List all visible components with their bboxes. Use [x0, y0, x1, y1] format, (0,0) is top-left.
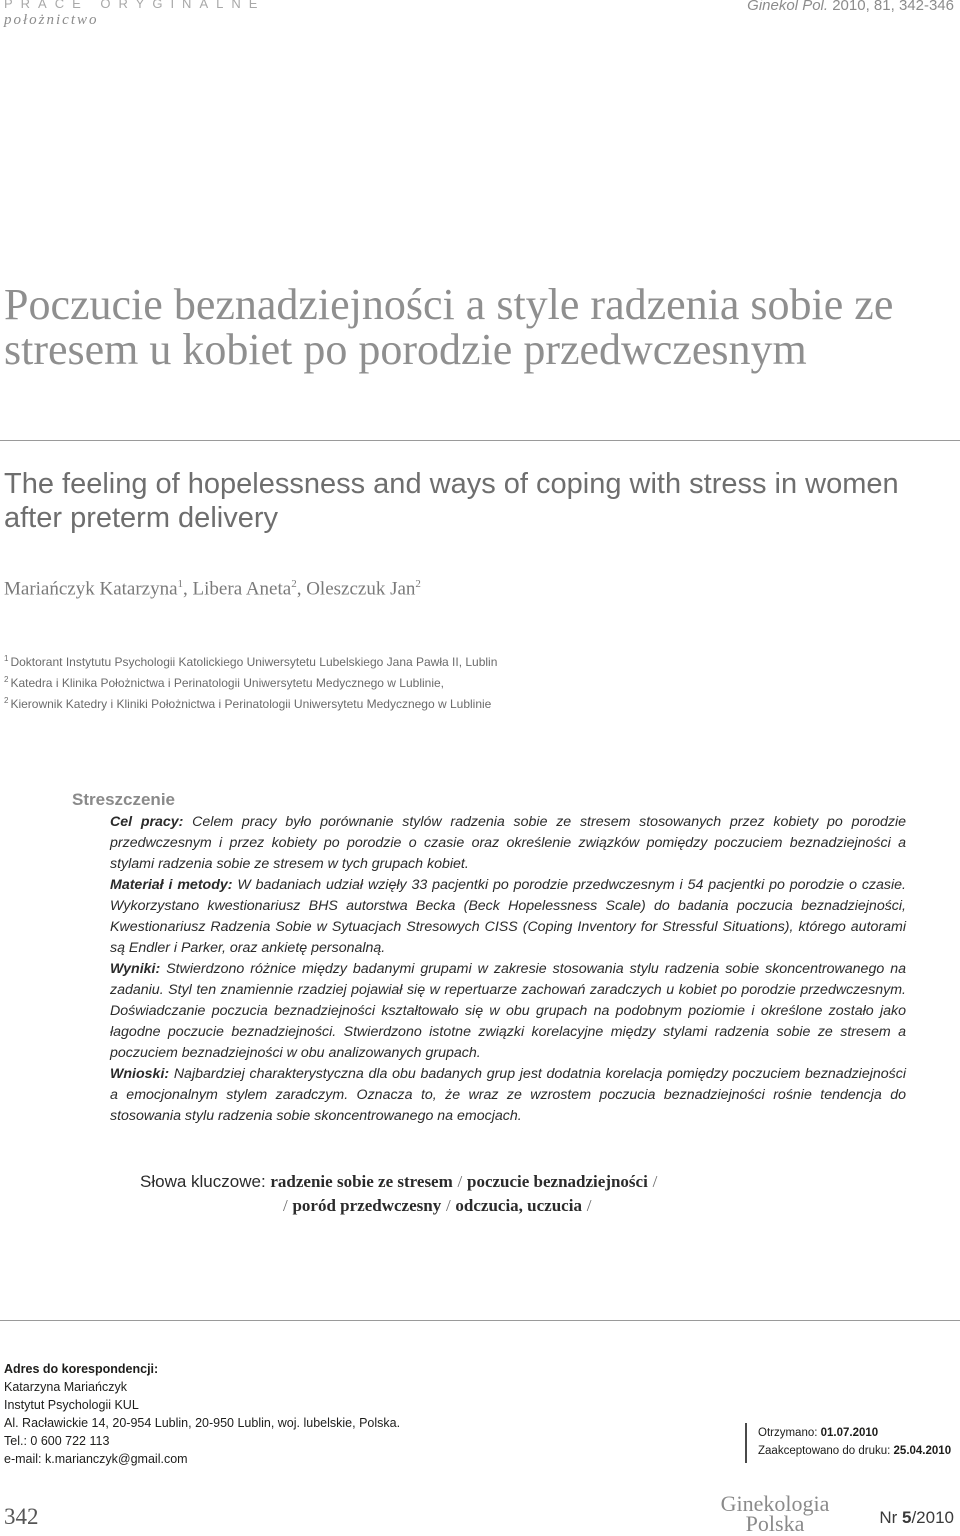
author-affil-number: 1 — [177, 578, 184, 590]
received-date: Otrzymano: 01.07.2010 — [758, 1427, 879, 1439]
keyword: poczucie beznadziejności — [466, 1172, 648, 1191]
affiliations — [4, 650, 954, 713]
affiliation-item: $^2$ Kierownik Katedry i Kliniki Położnictwa i Perinatologii Uniwersytetu Medycznego w Lublinie — [4, 696, 492, 711]
abstract-heading: Streszczenie — [72, 790, 175, 809]
accepted-date: Zaakceptowano do druku: 25.04.2010 — [758, 1445, 952, 1457]
author-affil-number: 2 — [415, 578, 421, 590]
correspondence-heading: Adres do korespondencji: — [4, 1362, 159, 1376]
affiliation-item: $^1$ Doktorant Instytutu Psychologii Katolickiego Uniwersytetu Lubelskiego Jana Pawła II, Lublin — [4, 654, 498, 669]
issue-number: Nr 5/2010 — [879, 1508, 954, 1527]
author-affil-number: 2 — [291, 578, 297, 590]
abstract-body — [110, 812, 906, 1127]
correspondence-email[interactable]: e-mail: k.marianczyk@gmail.com — [4, 1452, 188, 1466]
author-name: Mariańczyk Katarzyna — [4, 578, 178, 600]
abstract-section-conclusions: Wnioski: Najbardziej charakterystyczna dla obu badanych grup jest dodatnia korelacja pomiędzy poczuciem beznadziejności a emocjonalnym stylem zaradczym. Oznacza to, że wraz ze wzrostem poczucia beznadziejności rośnie tendencja do stosowania stylu radzenia sobie skoncentrowanego na emocjach. — [110, 1066, 906, 1124]
subsection-label: położnictwo — [4, 12, 99, 28]
keywords-label: Słowa kluczowe: — [140, 1172, 271, 1191]
abstract-section-methods: Materiał i metody: W badaniach udział wzięły 33 pacjentki po porodzie przedwczesnym i 54 pacjentki po porodzie o czasie. Wykorzystano kwestionariusz BHS autorstwa Becka (Beck Hopelessness Scale) do badania poczucia beznadziejności, Kwestionariusz Radzenia Sobie w Sytuacjach Stresowych CISS (Coping Inventory for Stressful Situations), którego autorami są Endler i Parker, oraz ankietę personalną. — [110, 877, 906, 956]
correspondence-line: Katarzyna Mariańczyk — [4, 1380, 127, 1394]
section-label: PRACE ORYGINALNE — [4, 0, 266, 11]
journal-citation — [747, 0, 954, 14]
article-dates — [758, 1424, 951, 1460]
citation-numbers: 2010, 81, 342-346 — [832, 0, 954, 14]
abstract-section-results: Wyniki: Stwierdzono różnice między badanymi grupami w zakresie stosowania stylu radzenia sobie skoncentrowanego na zadaniu. Styl ten znamiennie rzadziej pojawiał się w repertuarze zachowań zaradczych u kobiet po porodzie przedwczesnym. Doświadczanie poczucia beznadziejności kształtowało się w obu grupach na podobnym poziomie i określone zostało jako łagodne poczucie beznadziejności. Stwierdzono istotne związki korelacyjne między stylami radzenia sobie ze stresem a poczuciem beznadziejności w obu analizowanych grupach. — [110, 961, 906, 1061]
journal-logo: Ginekologia Polska — [720, 1491, 830, 1536]
title-english: The feeling of hopelessness and ways of coping with stress in women after preterm delivery — [4, 468, 899, 534]
keyword: radzenie sobie ze stresem — [270, 1172, 453, 1191]
journal-abbr: Ginekol Pol. — [747, 0, 829, 14]
correspondence-line: Al. Racławickie 14, 20-954 Lublin, 20-950 Lublin, woj. lubelskie, Polska. — [4, 1416, 401, 1430]
dates-divider — [745, 1423, 747, 1463]
keywords: Słowa kluczowe: radzenie sobie ze stresem / poczucie beznadziejności / / poród przedwczesny / odczucia, uczucia / — [140, 1172, 658, 1215]
correspondence-address — [4, 1360, 504, 1468]
abstract-section-aim: Cel pracy: Celem pracy było porównanie stylów radzenia sobie ze stresem stosowanych przez kobiety po porodzie przedwczesnym i przez kobiety po porodzie o czasie oraz określenie związków pomiędzy poczuciem beznadziejności a stylami radzenia sobie ze stresem w tych grupach kobiet. — [110, 814, 906, 872]
footer-divider — [0, 1320, 960, 1321]
page-number: 342 — [4, 1504, 39, 1529]
author-name: Oleszczuk Jan — [306, 578, 416, 600]
keyword: poród przedwczesny — [292, 1196, 442, 1215]
title-polish: Poczucie beznadziejności a style radzenia sobie ze stresem u kobiet po porodzie przedwczesnym — [4, 280, 894, 374]
correspondence-line: Instytut Psychologii KUL — [4, 1398, 139, 1412]
correspondence-line: Tel.: 0 600 722 113 — [4, 1434, 110, 1448]
keyword: odczucia, uczucia — [455, 1196, 582, 1215]
author-list: Mariańczyk Katarzyna$^1$, Libera Aneta$^2$, Oleszczuk Jan$^2$ — [4, 578, 421, 600]
affiliation-item: $^2$ Katedra i Klinika Położnictwa i Perinatologii Uniwersytetu Medycznego w Lublinie, — [4, 675, 445, 690]
author-name: Libera Aneta — [192, 578, 292, 600]
title-divider — [0, 440, 960, 441]
